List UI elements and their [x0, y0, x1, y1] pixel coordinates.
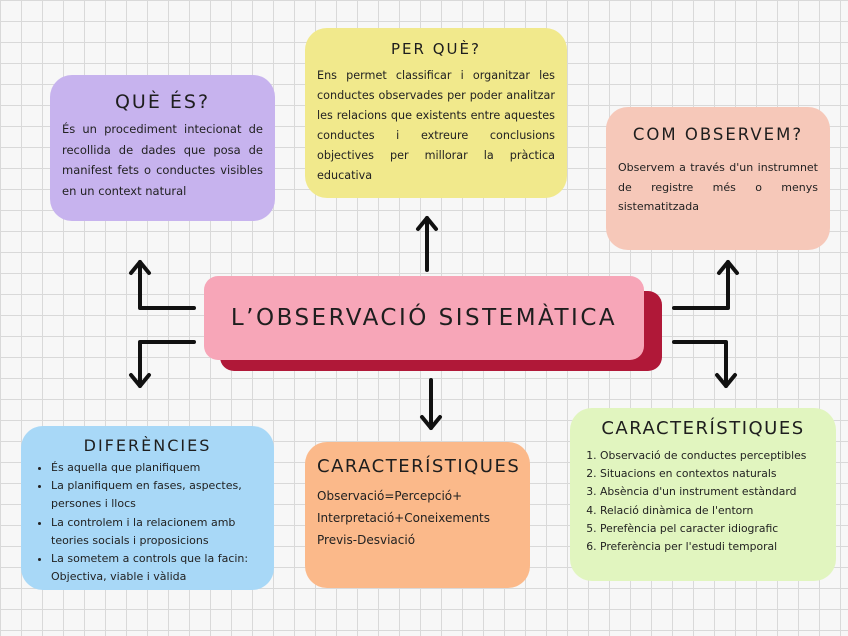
diferencies-box — [21, 426, 274, 590]
central-title-box — [204, 276, 644, 360]
list-item: • La sometem a controls que la facin: Objectiva, viable i vàlida — [51, 550, 262, 586]
list-item: 6. Preferència per l'estudi temporal — [600, 538, 824, 556]
arrow-up-per-que — [418, 218, 436, 270]
arrow-up-left-que-es — [131, 262, 194, 308]
que-es-box — [50, 75, 275, 221]
arrow-down-right-caracteristiques-2 — [674, 342, 735, 386]
caracteristiques-formula-text: Observació=Percepció+ Interpretació+Coneixements Previs-Desviació — [317, 489, 491, 547]
arrow-down-left-diferencies — [131, 342, 194, 386]
caracteristiques-list-title: CARACTERÍSTIQUES — [601, 418, 805, 439]
que-es-title: QUÈ ÉS? — [114, 91, 211, 113]
central-title: L’OBSERVACIÓ SISTEMÀTICA — [230, 305, 618, 331]
per-que-title: PER QUÈ? — [391, 40, 481, 58]
per-que-text: Ens permet classificar i organitzar les conductes observades per poder analitzar les relacions que existents entre aquestes conductes i extreure conclusions objectives per millorar la pràctica educativa — [317, 69, 555, 182]
arrow-up-right-com-observem — [674, 262, 737, 308]
com-observem-text: Observem a través d'un instrumnet de registre més o menys sistematitzada — [618, 161, 818, 213]
list-item: 5. Perefència pel caracter idiografic — [600, 520, 824, 538]
list-item: 4. Relació dinàmica de l'entorn — [600, 502, 824, 520]
per-que-box — [305, 28, 567, 198]
list-item: 3. Absència d'un instrument estàndard — [600, 483, 824, 501]
com-observem-title: COM OBSERVEM? — [632, 125, 804, 144]
list-item: • És aquella que planifiquem — [51, 459, 262, 477]
diferencies-list — [33, 459, 262, 586]
caracteristiques-list — [582, 447, 824, 556]
list-item: • La planifiquem en fases, aspectes, persones i llocs — [51, 477, 262, 513]
list-item: 2. Situacions en contextos naturals — [600, 465, 824, 483]
list-item: • La controlem i la relacionem amb teories socials i proposicions — [51, 514, 262, 550]
caracteristiques-list-box — [570, 408, 836, 581]
que-es-text: És un procediment intecionat de recollida de dades que posa de manifest fets o conductes visibles en un context natural — [62, 122, 263, 198]
diferencies-title: DIFERÈNCIES — [83, 436, 212, 455]
com-observem-box — [606, 107, 830, 250]
caracteristiques-formula-box — [305, 442, 530, 588]
caracteristiques-formula-title: CARACTERÍSTIQUES — [317, 456, 521, 477]
arrow-down-caracteristiques-1 — [422, 380, 440, 428]
list-item: 1. Observació de conductes perceptibles — [600, 447, 824, 465]
